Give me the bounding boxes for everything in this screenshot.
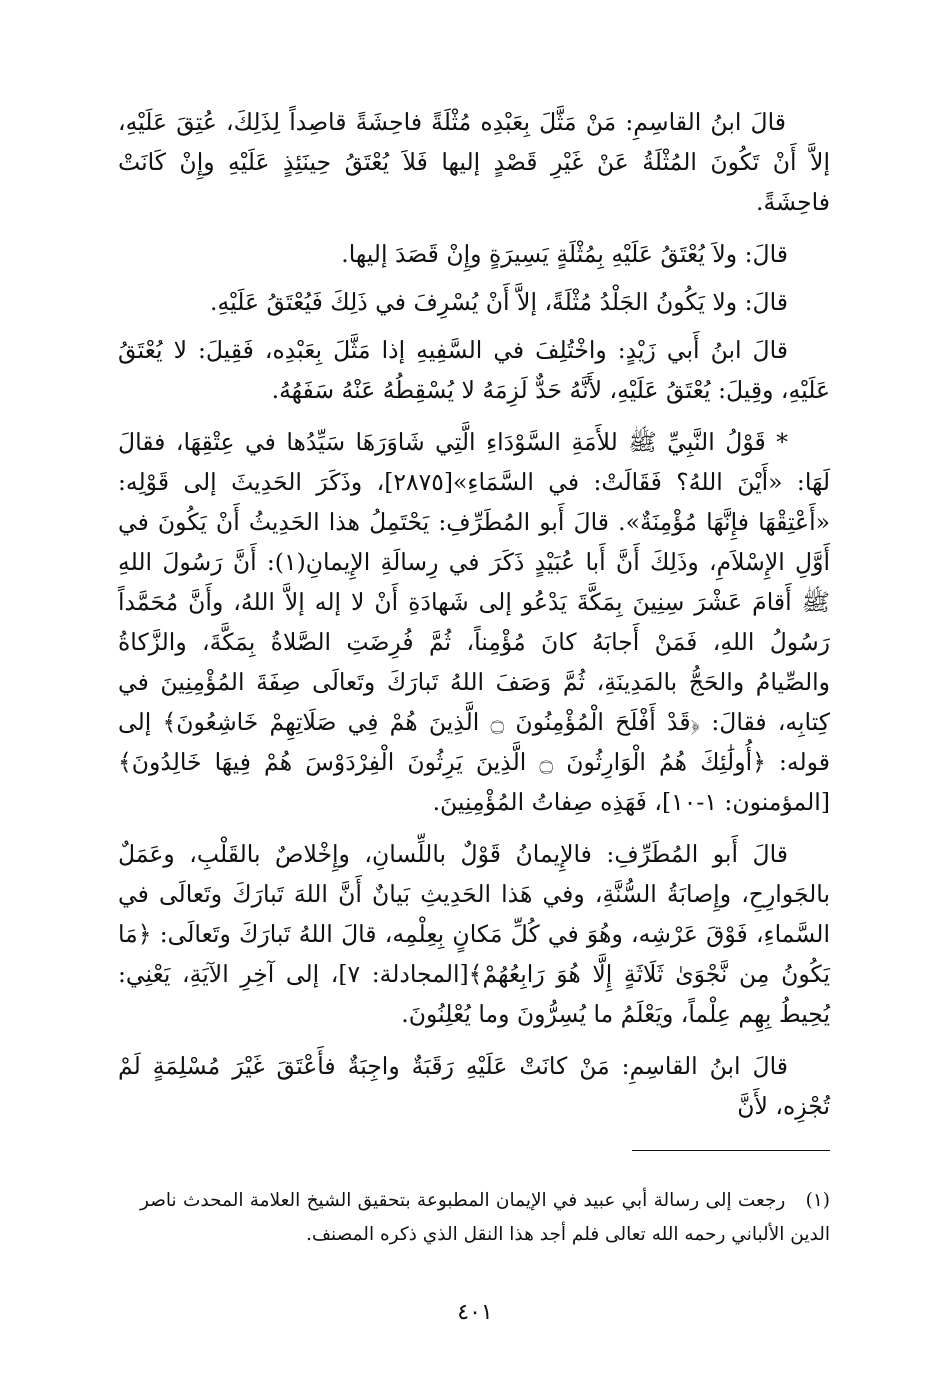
footnote-marker: (١) bbox=[805, 1190, 830, 1211]
paragraph-ibn-abi-zayd: قالَ ابنُ أَبي زَيْدٍ: واخْتُلِفَ في السَّفِيهِ إذا مَثَّلَ بِعَبْدِه، فَقِيلَ: لا يُعْتَقُ عَلَيْهِ، وقِيلَ: يُعْتَقُ عَلَيْهِ، لأَنَّهُ حَدٌّ لَزِمَهُ لا يُسْقِطُهُ عَنْهُ سَفَهُهُ. bbox=[118, 336, 830, 404]
paragraph-minor-mutilation: قالَ: ولاَ يُعْتَقُ عَلَيْهِ بِمُثْلَةٍ يَسِيرَةٍ وإِنْ قَصَدَ إليها. bbox=[341, 240, 788, 268]
footnote-text: رجعت إلى رسالة أبي عبيد في الإيمان المطبوعة بتحقيق الشيخ العلامة المحدث ناصر الدين الألباني رحمه الله تعالى فلم أجد هذا النقل الذي ذكره المصنف. bbox=[140, 1190, 830, 1245]
paragraph-hadith-black-slave-woman: * قَوْلُ النَّبِيِّ ﷺ للأَمَةِ السَّوْدَاءِ الَّتِي شَاوَرَهَا سَيِّدُها في عِتْقِهَا، فقالَ لَهَا: «أَيْنَ اللهُ؟ فَقَالَتْ: في السَّمَاءِ»[٢٨٧٥]، وذَكَرَ الحَدِيثَ إلى قَوْلِه: «أَعْتِقْهَا فإِنَّهَا مُؤْمِنَةٌ». قالَ أَبو المُطَرِّفِ: يَحْتَمِلُ هذا الحَدِيثُ أَنْ يَكُونَ في أَوَّلِ الإِسْلاَمِ، وذَلِكَ أَنَّ أَبا عُبَيْدٍ ذَكَرَ في رِسالَةِ الإِيمانِ(١): أَنَّ رَسُولَ اللهِ ﷺ أَقامَ عَشْرَ سِنِينَ بِمَكَّةَ يَدْعُو إلى شَهادَةِ أَنْ لا إله إلاَّ اللهُ، وأَنَّ مُحَمَّداً رَسُولُ اللهِ، فَمَنْ أَجابَهُ كانَ مُؤْمِناً، ثُمَّ فُرِضَتِ الصَّلاةُ بِمَكَّةَ، والزَّكاةُ والصِّيامُ والحَجُّ بالمَدِينَةِ، ثُمَّ وَصَفَ اللهُ تَبارَكَ وتَعالَى صِفَةَ المُؤْمِنِينَ في كِتابِه، فقالَ: ﴿قَدْ أَفْلَحَ الْمُؤْمِنُونَ ۝ الَّذِينَ هُمْ فِي صَلَاتِهِمْ خَاشِعُونَ﴾ إلى قوله: ﴿أُولَٰئِكَ هُمُ الْوَارِثُونَ ۝ الَّذِينَ يَرِثُونَ الْفِرْدَوْسَ هُمْ فِيهَا خَالِدُونَ﴾[المؤمنون: ١-١٠]، فَهَذِه صِفاتُ المُؤْمِنِينَ. bbox=[118, 428, 831, 816]
main-text bbox=[118, 102, 830, 1138]
footnote bbox=[140, 1184, 830, 1252]
page-number: ٤٠١ bbox=[457, 1300, 493, 1325]
paragraph-definition-of-iman: قالَ أَبو المُطَرِّفِ: فالإِيمانُ قَوْلٌ باللِّسانِ، وإِخْلاصٌ بالقَلْبِ، وعَمَلٌ بالجَوارِحِ، وإِصابَةُ السُّنَّةِ، وفي هَذا الحَدِيثِ بَيانٌ أَنَّ اللهَ تَبارَكَ وتَعالَى في السَّماءِ، فَوْقَ عَرْشِه، وهُوَ في كُلِّ مَكانٍ بِعِلْمِه، قالَ اللهُ تَبارَكَ وتَعالَى: ﴿مَا يَكُونُ مِن نَّجْوَىٰ ثَلَاثَةٍ إِلَّا هُوَ رَابِعُهُمْ﴾[المجادلة: ٧]، إلى آخِرِ الآيَةِ، يَعْنِي: يُحِيطُ بِهِم عِلْماً، ويَعْلَمُ ما يُسِرُّونَ وما يُعْلِنُونَ. bbox=[118, 840, 831, 1028]
footnote-divider bbox=[632, 1150, 830, 1151]
paragraph-ibn-al-qasim-mutilation: قالَ ابنُ القاسِمِ: مَنْ مَثَّلَ بِعَبْدِه مُثْلَةً فاحِشَةً قاصِداً لِذَلِكَ، عُتِقَ عَلَيْهِ، إلاَّ أَنْ تَكُونَ المُثْلَةُ عَنْ غَيْرِ قَصْدٍ إليها فَلاَ يُعْتَقُ حِينَئِذٍ عَلَيْهِ وإِنْ كَانَتْ فاحِشَةً. bbox=[118, 108, 830, 216]
paragraph-flogging: قالَ: ولا يَكُونُ الجَلْدُ مُثْلَةً، إلاَّ أَنْ يُسْرِفَ في ذَلِكَ فَيُعْتَقُ عَلَيْهِ. bbox=[210, 288, 788, 316]
paragraph-expiation-slave: قالَ ابنُ القاسِمِ: مَنْ كانَتْ عَلَيْهِ رَقَبَةٌ واجِبَةٌ فأَعْتَقَ غَيْرَ مُسْلِمَةٍ لَمْ تُجْزِه، لأَنَّ bbox=[118, 1052, 830, 1120]
